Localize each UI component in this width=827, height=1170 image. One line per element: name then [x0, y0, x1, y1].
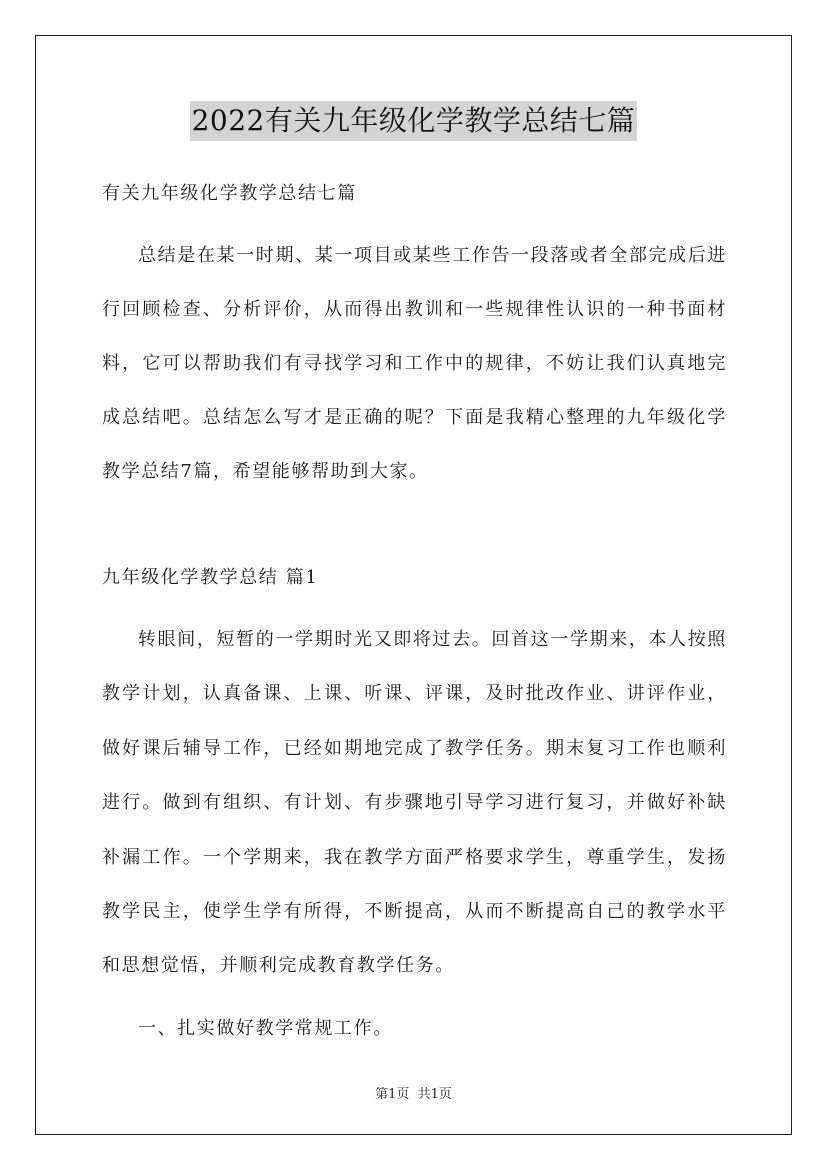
intro-paragraph: 总结是在某一时期、某一项目或某些工作告一段落或者全部完成后进行回顾检查、分析评价，从而得出教训和一些规律性认识的一种书面材料，它可以帮助我们有寻找学习和工作中的规律，不妨让我们认真地完成总结吧。总结怎么写才是正确的呢？下面是我精心整理的九年级化学教学总结7篇，希望能够帮助到大家。	[102, 245, 727, 482]
document-title: 2022有关九年级化学教学总结七篇	[190, 101, 638, 141]
title-container	[0, 101, 827, 141]
page-footer	[0, 1083, 827, 1102]
document-body	[102, 175, 727, 1048]
section-paragraph: 转眼间，短暂的一学期时光又即将过去。回首这一学期来，本人按照教学计划，认真备课、上课、听课、评课，及时批改作业、讲评作业，做好课后辅导工作，已经如期地完成了教学任务。期末复习工作也顺利进行。做到有组织、有计划、有步骤地引导学习进行复习，并做好补缺补漏工作。一个学期来，我在教学方面严格要求学生，尊重学生，发扬教学民主，使学生学有所得，不断提高，从而不断提高自己的教学水平和思想觉悟，并顺利完成教育教学任务。	[102, 629, 727, 977]
section-heading: 九年级化学教学总结 篇1	[102, 567, 319, 588]
document-subtitle: 有关九年级化学教学总结七篇	[102, 183, 357, 204]
page-number: 第1页	[375, 1087, 410, 1102]
item-heading: 一、扎实做好教学常规工作。	[138, 1017, 393, 1039]
page-total: 共1页	[417, 1087, 452, 1102]
